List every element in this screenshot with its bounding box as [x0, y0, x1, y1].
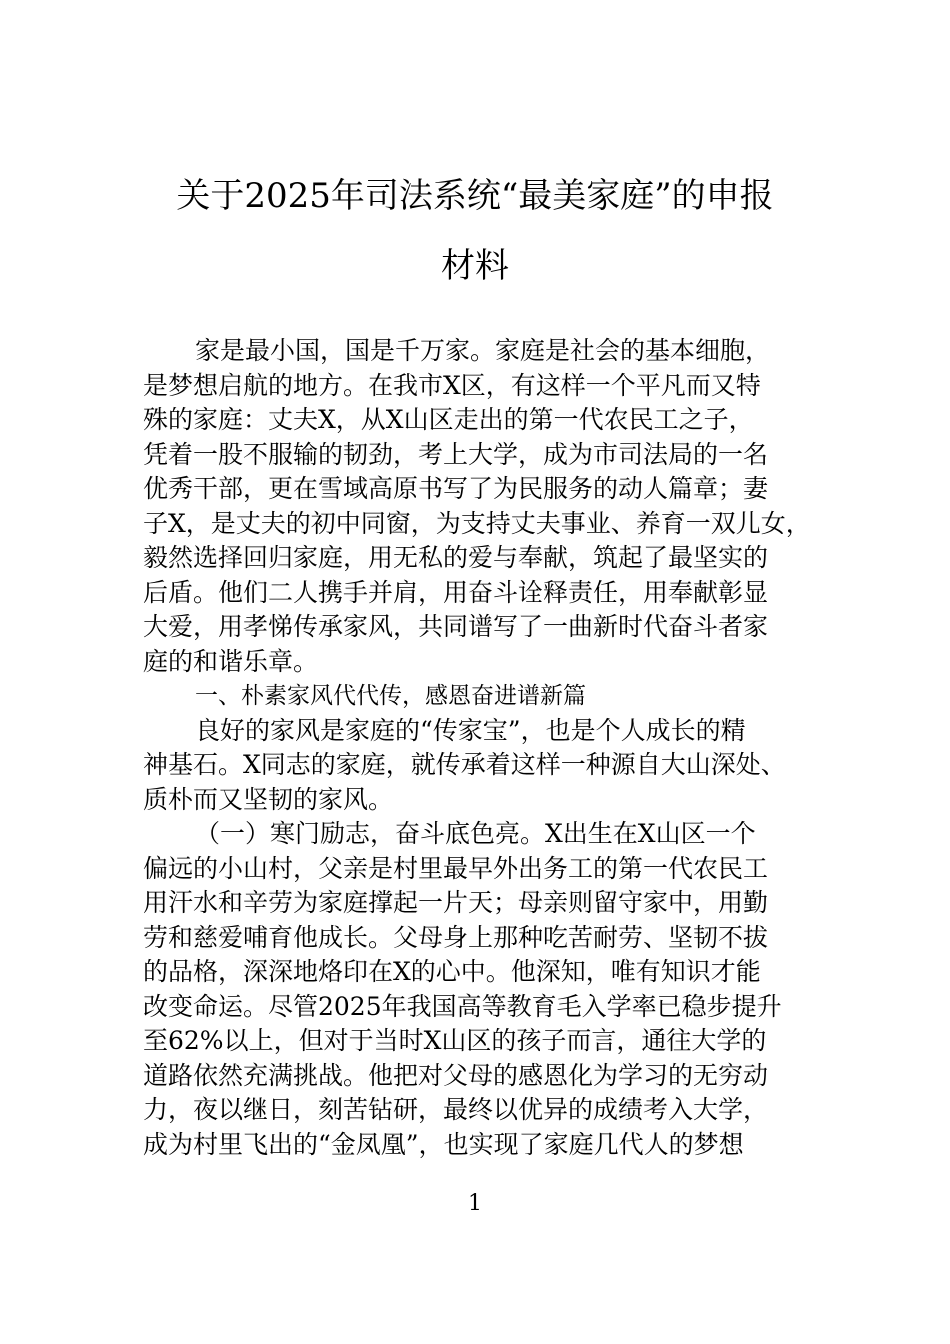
- text-line: 成为村里飞出的“金凤凰”，也实现了家庭几代人的梦想: [143, 1129, 744, 1159]
- text-line: 力，夜以继日，刻苦钻研，最终以优异的成绩考入大学，: [143, 1095, 769, 1124]
- title-line-1: 关于2025年司法系统“最美家庭”的申报: [176, 176, 774, 216]
- text-line: 凭着一股不服输的韧劲，考上大学，成为市司法局的一名: [143, 439, 769, 469]
- text-line: 是梦想启航的地方。在我市X区，有这样一个平凡而又特: [143, 370, 761, 400]
- text-line: 大爱，用孝悌传承家风，共同谱写了一曲新时代奋斗者家: [143, 612, 769, 641]
- document-body: [143, 334, 823, 1162]
- text-line: 优秀干部，更在雪域高原书写了为民服务的动人篇章；妻: [143, 474, 769, 503]
- text-line: 家是最小国，国是千万家。家庭是社会的基本细胞，: [195, 336, 771, 365]
- text-line: 改变命运。尽管2025年我国高等教育毛入学率已稳步提升: [143, 991, 782, 1021]
- text-line: 良好的家风是家庭的“传家宝”，也是个人成长的精: [195, 715, 746, 745]
- title-line-2: 材料: [441, 246, 509, 286]
- text-line: 道路依然充满挑战。他把对父母的感恩化为学习的无穷动: [143, 1060, 769, 1090]
- text-line: 至62%以上，但对于当时X山区的孩子而言，通往大学的: [143, 1026, 767, 1055]
- text-line: 神基石。X同志的家庭，就传承着这样一种源自大山深处、: [143, 750, 786, 779]
- text-line: 用汗水和辛劳为家庭撑起一片天；母亲则留守家中，用勤: [143, 888, 769, 917]
- text-line: 子X，是丈夫的初中同窗，为支持丈夫事业、养育一双儿女，: [143, 508, 811, 538]
- text-line: 后盾。他们二人携手并肩，用奋斗诠释责任，用奉献彰显: [143, 577, 769, 607]
- text-line: 的品格，深深地烙印在X的心中。他深知，唯有知识才能: [143, 957, 761, 986]
- text-line: 劳和慈爱哺育他成长。父母身上那种吃苦耐劳、坚韧不拔: [143, 922, 769, 952]
- text-line: 偏远的小山村，父亲是村里最早外出务工的第一代农民工: [143, 853, 769, 883]
- section-heading: 一、朴素家风代代传，感恩奋进谱新篇: [195, 683, 586, 709]
- text-line: 殊的家庭：丈夫X，从X山区走出的第一代农民工之子，: [143, 405, 754, 434]
- text-line: 毅然选择回归家庭，用无私的爱与奉献，筑起了最坚实的: [143, 543, 769, 572]
- page-number: 1: [468, 1191, 482, 1216]
- text-line: 质朴而又坚韧的家风。: [143, 784, 394, 814]
- text-line: （一）寒门励志，奋斗底色亮。X出生在X山区一个: [195, 819, 756, 848]
- text-line: 庭的和谐乐章。: [143, 646, 319, 676]
